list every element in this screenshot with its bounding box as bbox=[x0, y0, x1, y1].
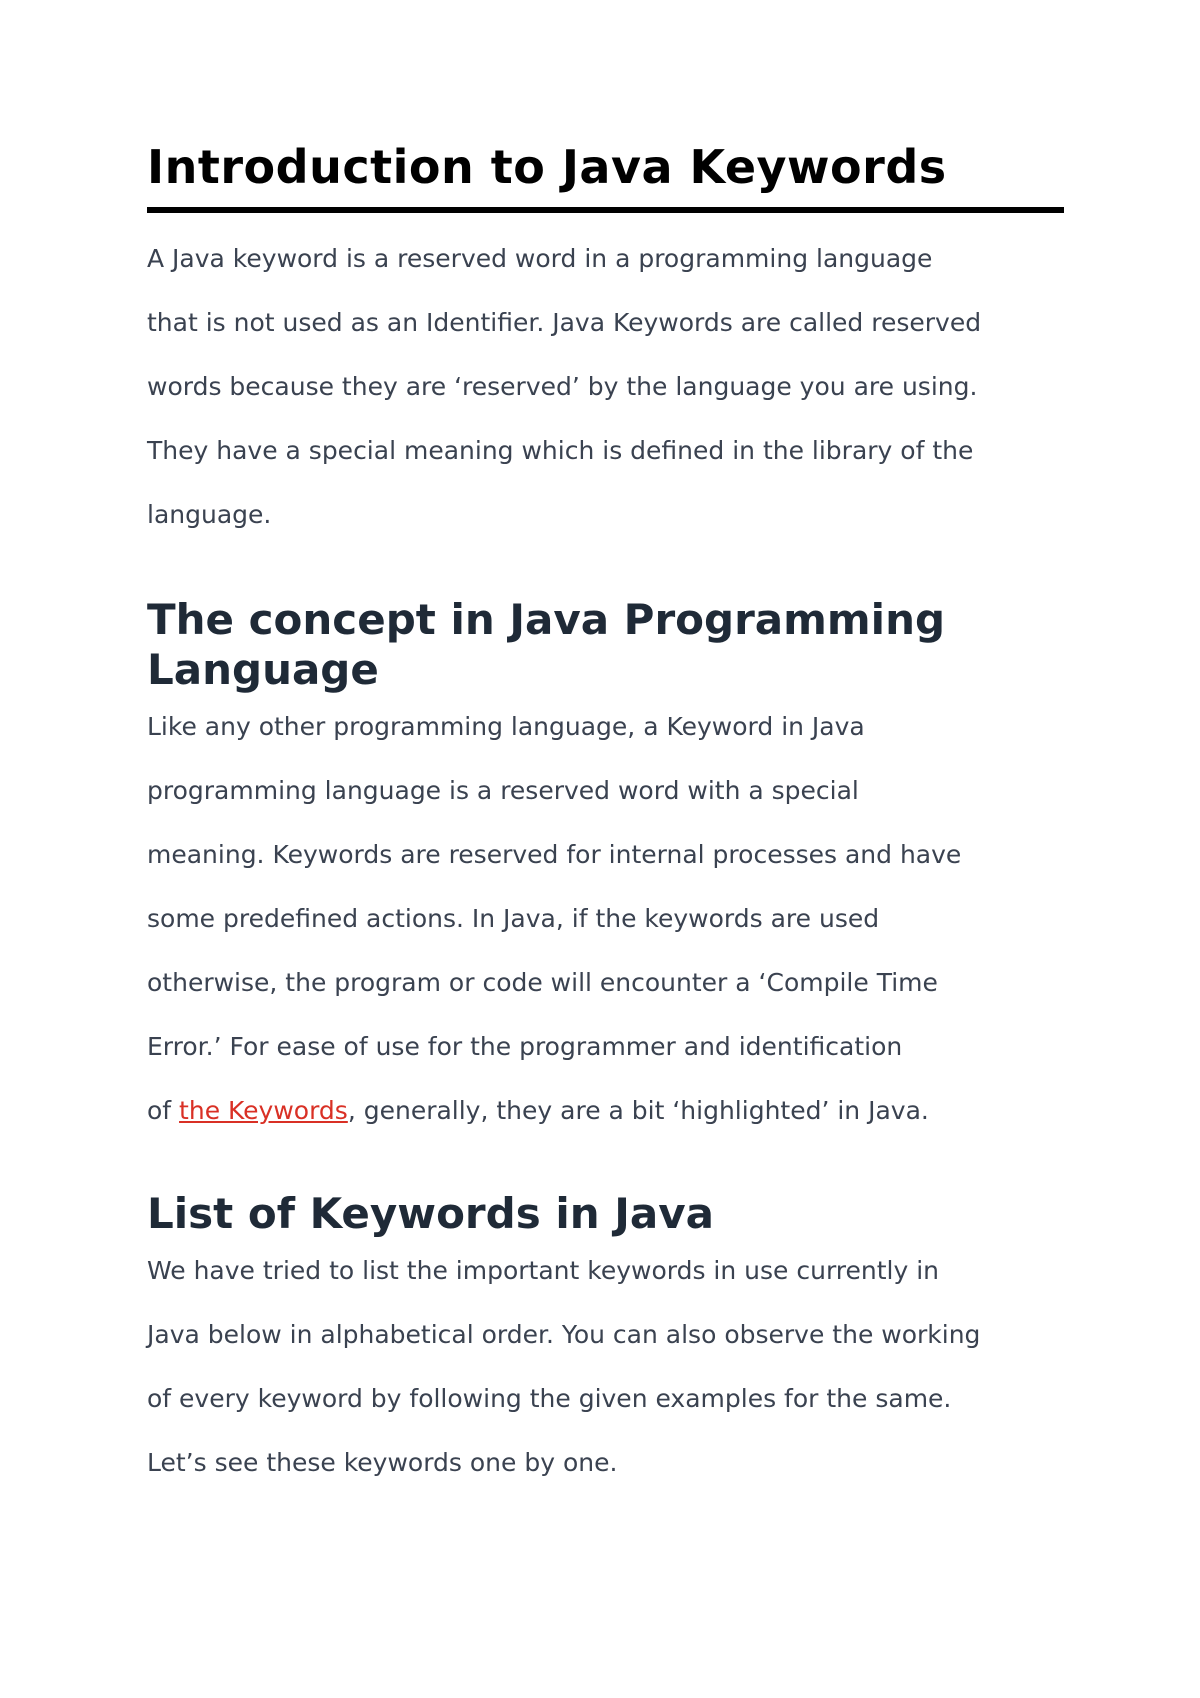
concept-last-suffix: , generally, they are a bit ‘highlighted’ in Java. bbox=[347, 1096, 929, 1126]
concept-line-last bbox=[147, 1079, 1067, 1143]
concept-line: Error.’ For ease of use for the programmer and identification bbox=[147, 1032, 903, 1062]
intro-line: They have a special meaning which is defined in the library of the bbox=[147, 436, 974, 466]
concept-paragraph bbox=[147, 695, 1067, 1143]
concept-line: Like any other programming language, a Keyword in Java bbox=[147, 712, 865, 742]
concept-last-prefix: of bbox=[147, 1096, 180, 1126]
concept-heading bbox=[147, 595, 1067, 695]
document-page bbox=[147, 140, 1067, 1495]
list-line: Let’s see these keywords one by one. bbox=[147, 1448, 618, 1478]
concept-line: meaning. Keywords are reserved for internal processes and have bbox=[147, 840, 962, 870]
intro-line: words because they are ‘reserved’ by the language you are using. bbox=[147, 372, 978, 402]
title-underline-rule bbox=[147, 207, 1064, 213]
intro-paragraph bbox=[147, 227, 1067, 547]
list-line: Java below in alphabetical order. You can also observe the working bbox=[147, 1320, 981, 1350]
document-title: Introduction to Java Keywords bbox=[147, 140, 947, 194]
list-paragraph bbox=[147, 1239, 1067, 1495]
intro-line: A Java keyword is a reserved word in a programming language bbox=[147, 244, 933, 274]
intro-line: language. bbox=[147, 500, 272, 530]
concept-line: otherwise, the program or code will encounter a ‘Compile Time bbox=[147, 968, 938, 998]
list-line: We have tried to list the important keywords in use currently in bbox=[147, 1256, 940, 1286]
list-heading: List of Keywords in Java bbox=[147, 1189, 714, 1239]
intro-line: that is not used as an Identifier. Java Keywords are called reserved bbox=[147, 308, 982, 338]
concept-line: some predefined actions. In Java, if the keywords are used bbox=[147, 904, 880, 934]
concept-line: programming language is a reserved word with a special bbox=[147, 776, 859, 806]
concept-heading-line: The concept in Java Programming bbox=[147, 595, 946, 645]
list-line: of every keyword by following the given examples for the same. bbox=[147, 1384, 952, 1414]
keywords-link[interactable]: the Keywords bbox=[179, 1096, 348, 1126]
concept-heading-line: Language bbox=[147, 645, 379, 695]
